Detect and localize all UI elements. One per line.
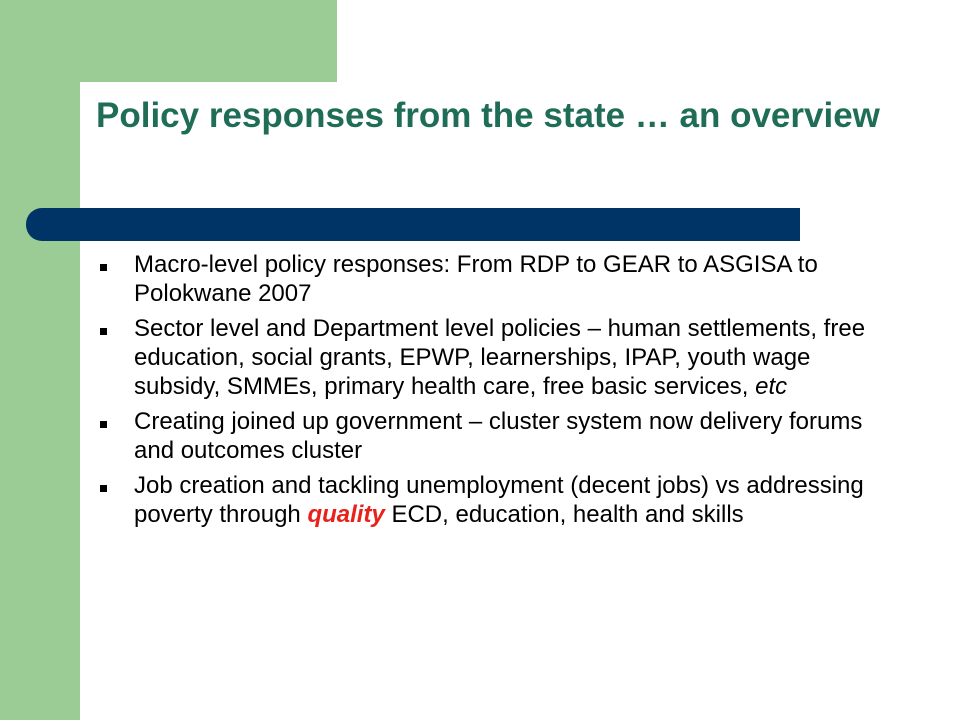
bullet-text: Sector level and Department level policies – human settlements, free education, social grants, EPWP, learnerships, IPAP, youth wage subsidy, SMMEs, primary health care, free basic services, xyxy=(134,315,866,400)
bullet-text-after: ECD, education, health and skills xyxy=(391,501,744,528)
square-bullet-icon xyxy=(100,328,107,335)
bullet-text: Macro-level policy responses: From RDP to GEAR to ASGISA to Polokwane 2007 xyxy=(134,251,818,307)
bullet-item-job-creation xyxy=(100,471,900,529)
square-bullet-icon xyxy=(100,485,107,492)
slide-title: Policy responses from the state … an overview xyxy=(96,96,880,135)
bullet-text-before: Job creation and tackling unemployment (decent jobs) vs addressing poverty through xyxy=(134,472,864,528)
green-left-band xyxy=(0,0,80,720)
bullet-text-italic-tail: etc xyxy=(755,373,788,400)
bullet-emphasis-quality: quality xyxy=(307,501,385,528)
title-divider-bar xyxy=(26,208,800,241)
bullet-item-macro-level xyxy=(100,250,900,308)
bullet-item-sector-level xyxy=(100,314,900,401)
bullet-text: Creating joined up government – cluster system now delivery forums and outcomes cluster xyxy=(134,408,863,464)
square-bullet-icon xyxy=(100,421,107,428)
bullet-list xyxy=(100,250,900,535)
bullet-item-joined-up-government xyxy=(100,407,900,465)
square-bullet-icon xyxy=(100,264,107,271)
green-top-band xyxy=(0,0,337,82)
